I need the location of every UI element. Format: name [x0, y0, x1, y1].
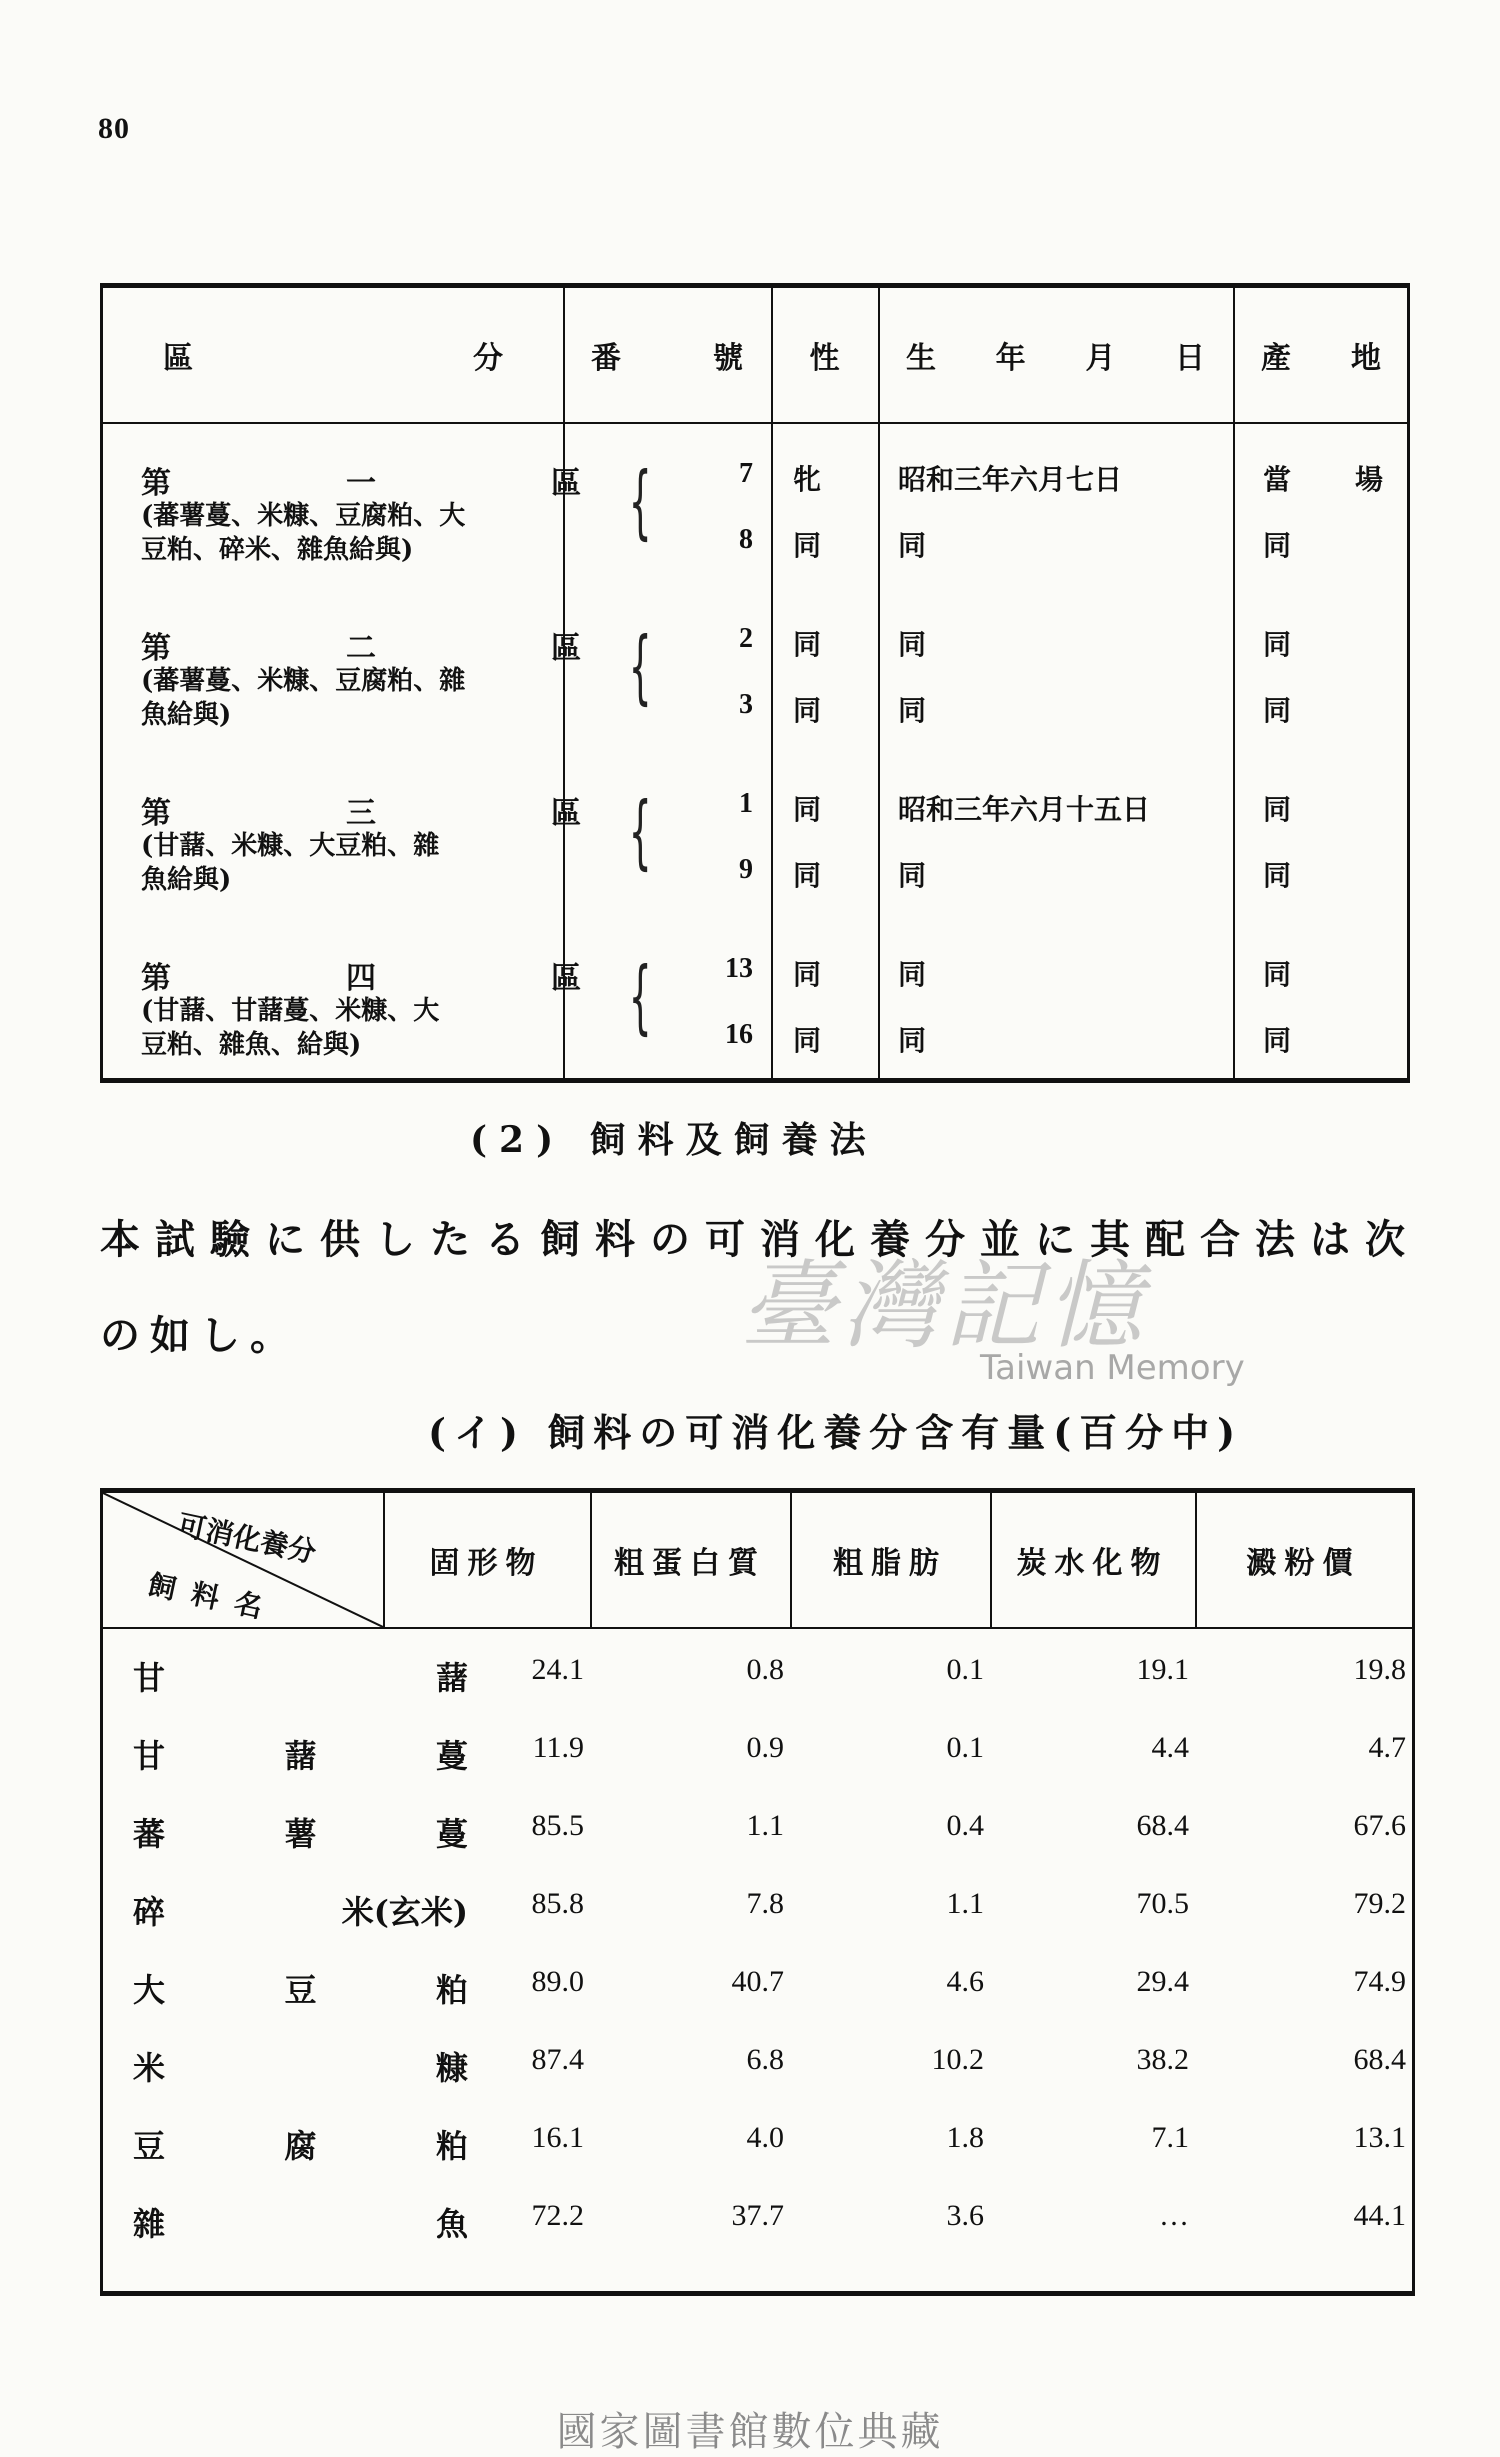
nutrient-table — [100, 1488, 1415, 2296]
group-description: (甘藷、甘藷蔓、米糠、大 — [141, 996, 440, 1026]
cell-value: 72.2 — [531, 2199, 584, 2232]
group-description: (甘藷、米糠、大豆粕、雜 — [141, 831, 440, 861]
feed-name-char: 甘 — [133, 1659, 166, 1697]
group-name-char: 四 — [346, 961, 376, 996]
feed-name-char: 碎 — [133, 1893, 166, 1931]
cell-value: 19.1 — [1136, 1653, 1189, 1686]
cell-value: 11.9 — [532, 1731, 584, 1764]
group-description: (蕃薯蔓、米糠、豆腐粕、雜 — [141, 666, 466, 696]
table-row — [103, 2199, 1412, 2277]
pig-sex: 牝 — [793, 463, 822, 496]
feed-name-char: 粕 — [435, 1971, 468, 2009]
cell-value: 0.9 — [746, 1731, 784, 1764]
origin — [1263, 458, 1383, 498]
origin: 同 — [1263, 694, 1292, 727]
cell-value: 24.1 — [531, 1653, 584, 1686]
origin: 同 — [1263, 529, 1292, 562]
brace-symbol: { — [628, 455, 652, 548]
cell-value: 3.6 — [946, 2199, 984, 2232]
cell-value: 7.1 — [1151, 2121, 1189, 2154]
birth-date: 同 — [898, 694, 927, 727]
brace-symbol: { — [628, 785, 652, 878]
feed-name-char: 甘 — [133, 1737, 166, 1775]
feed-name-char: 米(玄米) — [341, 1893, 468, 1931]
header-char: 年 — [995, 341, 1026, 376]
feed-name-char: 藷 — [435, 1659, 468, 1697]
column-header: 澱粉價 — [1246, 1546, 1361, 1581]
group-name-char: 一 — [346, 466, 376, 501]
table-row — [103, 2121, 1412, 2199]
table-row — [103, 1965, 1412, 2043]
group-name — [141, 458, 581, 502]
feed-name-char: 蔓 — [435, 1815, 468, 1853]
table-row — [103, 1887, 1412, 1965]
pig-sex: 同 — [793, 694, 822, 727]
watermark-text: 臺灣記憶 — [740, 1250, 1148, 1362]
cell-value: 44.1 — [1353, 2199, 1406, 2232]
cell-value: 89.0 — [531, 1965, 584, 1998]
birth-date: 昭和三年六月七日 — [898, 463, 1123, 496]
feed-name-char: 蕃 — [133, 1815, 166, 1853]
feed-name-char: 薯 — [284, 1815, 317, 1853]
cell-value: 38.2 — [1136, 2043, 1189, 2076]
pig-sex: 同 — [793, 793, 822, 826]
cell-value: 13.1 — [1353, 2121, 1406, 2154]
origin: 同 — [1263, 793, 1292, 826]
header-char: 分 — [473, 341, 503, 376]
header-char: 性 — [809, 341, 840, 376]
group-description: 豆粕、雜魚、給與) — [141, 1030, 362, 1060]
header-char: 號 — [713, 341, 743, 376]
cell-value: 19.8 — [1353, 1653, 1406, 1686]
group-name-char: 第 — [141, 466, 171, 501]
column-header: 炭水化物 — [1016, 1546, 1169, 1581]
feed-name-char: 豆 — [284, 1971, 317, 2009]
feed-name-char: 大 — [133, 1971, 166, 2009]
cell-value: 0.1 — [946, 1653, 984, 1686]
pig-number: 13 — [725, 953, 753, 984]
header-rule — [103, 422, 1407, 424]
pig-allocation-table — [100, 283, 1410, 1083]
birth-date: 同 — [898, 628, 927, 661]
section-heading: (2) 飼料及飼養法 — [470, 1119, 878, 1161]
birth-date: 昭和三年六月十五日 — [898, 793, 1151, 826]
pig-sex: 同 — [793, 628, 822, 661]
feed-name-char: 魚 — [435, 2205, 468, 2243]
cell-value: 4.0 — [746, 2121, 784, 2154]
group-name-char: 第 — [141, 631, 171, 666]
group-name — [141, 788, 581, 832]
birth-date: 同 — [898, 859, 927, 892]
paragraph-line-1: 本試驗に供したる飼料の可消化養分並に其配合法は次 — [100, 1216, 1415, 1263]
group-name-char: 第 — [141, 796, 171, 831]
cell-value: 70.5 — [1136, 1887, 1189, 1920]
brace-symbol: { — [628, 950, 652, 1043]
header-char: 月 — [1085, 341, 1116, 376]
feed-name-char: 糠 — [435, 2049, 468, 2087]
pig-number: 16 — [725, 1019, 753, 1050]
origin: 同 — [1263, 859, 1292, 892]
cell-value: 4.4 — [1151, 1731, 1189, 1764]
pig-sex: 同 — [793, 529, 822, 562]
corner-label-feed-name: 飼料名 — [145, 1567, 282, 1628]
cell-value: 1.8 — [946, 2121, 984, 2154]
group-name-char: 三 — [346, 796, 376, 831]
origin-char: 當 — [1263, 463, 1292, 496]
pig-sex: 同 — [793, 859, 822, 892]
column-header: 固形物 — [429, 1546, 544, 1581]
table-caption: (イ) 飼料の可消化養分含有量(百分中) — [428, 1410, 1244, 1455]
group-description: 魚給與) — [141, 700, 232, 730]
pig-number: 3 — [739, 689, 753, 720]
origin-char: 場 — [1354, 463, 1383, 496]
cell-value: 37.7 — [731, 2199, 784, 2232]
feed-name-char: 豆 — [133, 2127, 166, 2165]
feed-name-char: 藷 — [284, 1737, 317, 1775]
pig-sex: 同 — [793, 1024, 822, 1057]
header-sex — [771, 288, 878, 422]
group-name-char: 區 — [551, 796, 581, 831]
paragraph-line-2: の如し。 — [100, 1312, 300, 1359]
group-name — [141, 953, 581, 997]
cell-value: 40.7 — [731, 1965, 784, 1998]
feed-name-char: 雜 — [133, 2205, 166, 2243]
group-description: (蕃薯蔓、米糠、豆腐粕、大 — [141, 501, 466, 531]
column-header: 粗蛋白質 — [614, 1546, 766, 1581]
origin: 同 — [1263, 628, 1292, 661]
cell-value: 68.4 — [1353, 2043, 1406, 2076]
birth-date: 同 — [898, 1024, 927, 1057]
cell-value: 0.1 — [946, 1731, 984, 1764]
footer-collection: 國家圖書館數位典藏 — [556, 2409, 944, 2455]
cell-value: 7.8 — [746, 1887, 784, 1920]
header-division — [103, 288, 563, 422]
birth-date: 同 — [898, 529, 927, 562]
header-number — [563, 288, 771, 422]
table-row — [103, 1809, 1412, 1887]
group-name-char: 區 — [551, 961, 581, 996]
cell-value: 1.1 — [946, 1887, 984, 1920]
cell-value: 0.8 — [746, 1653, 784, 1686]
pig-number: 7 — [739, 458, 753, 489]
header-rule — [103, 1627, 1412, 1629]
header-char: 番 — [591, 341, 621, 376]
group-name-char: 區 — [551, 466, 581, 501]
pig-sex: 同 — [793, 958, 822, 991]
cell-value: 16.1 — [531, 2121, 584, 2154]
watermark-subtext: Taiwan Memory — [980, 1348, 1245, 1388]
cell-value: 67.6 — [1353, 1809, 1406, 1842]
group-name-char: 第 — [141, 961, 171, 996]
group-description: 豆粕、碎米、雜魚給與) — [141, 535, 414, 565]
cell-value: 0.4 — [946, 1809, 984, 1842]
cell-value: 10.2 — [931, 2043, 984, 2076]
header-char: 地 — [1351, 341, 1381, 376]
origin: 同 — [1263, 1024, 1292, 1057]
table-row — [103, 1731, 1412, 1809]
origin: 同 — [1263, 958, 1292, 991]
cell-value: 1.1 — [746, 1809, 784, 1842]
cell-value: 87.4 — [531, 2043, 584, 2076]
pig-number: 9 — [739, 854, 753, 885]
feed-name-char: 腐 — [284, 2127, 317, 2165]
group-name-char: 區 — [551, 631, 581, 666]
header-char: 產 — [1261, 341, 1291, 376]
pig-number: 8 — [739, 524, 753, 555]
cell-value: … — [1159, 2199, 1189, 2232]
feed-name-char: 粕 — [435, 2127, 468, 2165]
cell-value: 85.8 — [531, 1887, 584, 1920]
feed-name-char: 蔓 — [435, 1737, 468, 1775]
cell-value: 74.9 — [1353, 1965, 1406, 1998]
cell-value: 29.4 — [1136, 1965, 1189, 1998]
birth-date: 同 — [898, 958, 927, 991]
feed-name-char: 米 — [133, 2049, 166, 2087]
brace-symbol: { — [628, 620, 652, 713]
header-origin — [1233, 288, 1409, 422]
header-birth-date — [878, 288, 1233, 422]
cell-value: 4.6 — [946, 1965, 984, 1998]
header-char: 日 — [1174, 341, 1205, 376]
group-name — [141, 623, 581, 667]
header-char: 生 — [906, 341, 936, 376]
cell-value: 6.8 — [746, 2043, 784, 2076]
column-header: 粗脂肪 — [833, 1546, 947, 1581]
table-row — [103, 2043, 1412, 2121]
group-description: 魚給與) — [141, 865, 232, 895]
cell-value: 68.4 — [1136, 1809, 1189, 1842]
group-name-char: 二 — [346, 631, 376, 666]
cell-value: 4.7 — [1368, 1731, 1406, 1764]
page-number: 80 — [98, 112, 130, 145]
table-row — [103, 1653, 1412, 1731]
cell-value: 79.2 — [1353, 1887, 1406, 1920]
pig-number: 1 — [739, 788, 753, 819]
header-char: 區 — [163, 341, 193, 376]
pig-number: 2 — [739, 623, 753, 654]
cell-value: 85.5 — [531, 1809, 584, 1842]
corner-label-nutrients: 可消化養分 — [175, 1507, 319, 1570]
